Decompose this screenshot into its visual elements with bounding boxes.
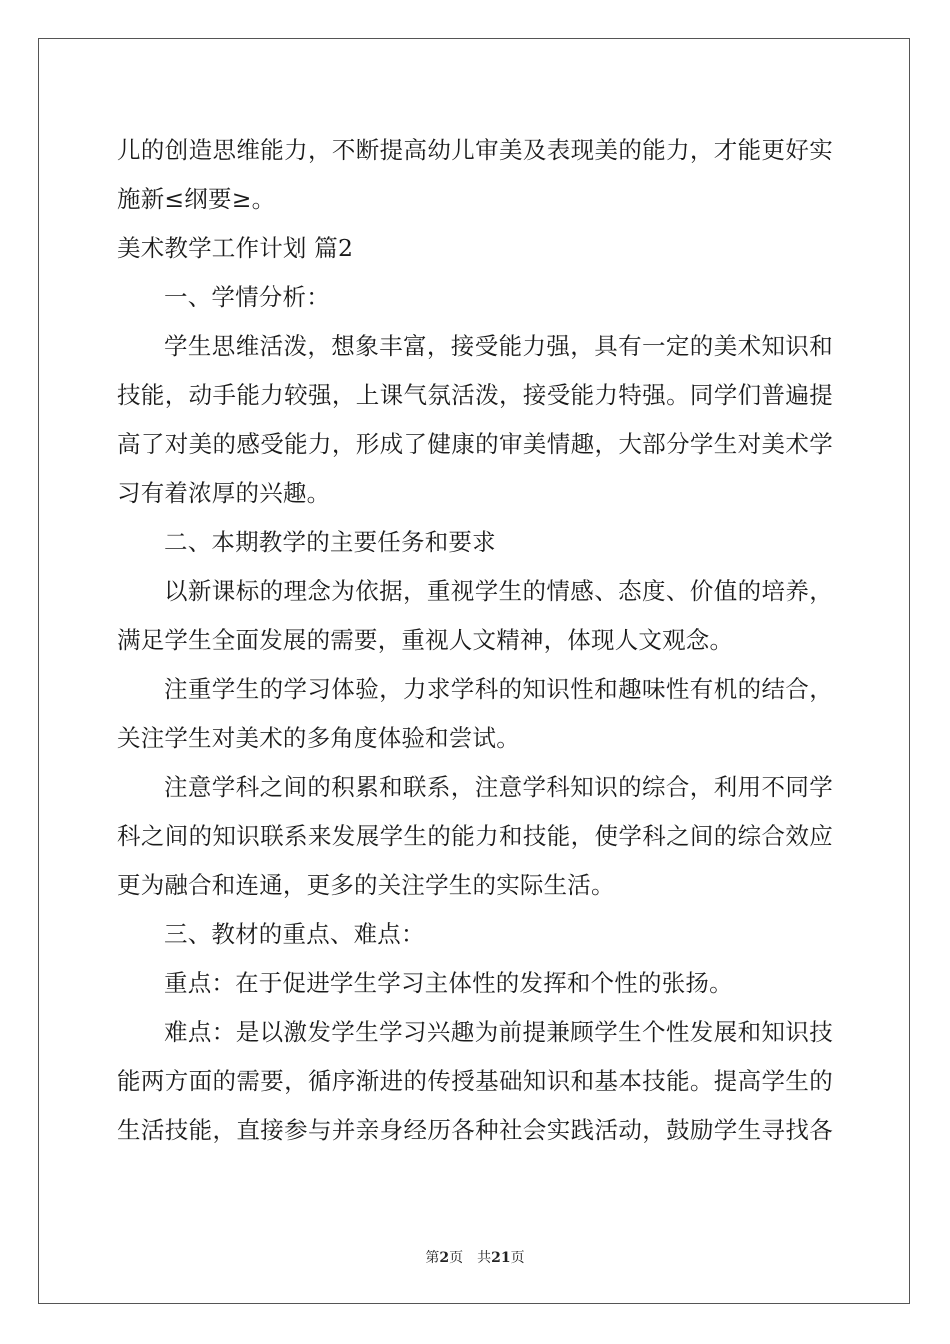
text-line: 学生思维活泼，想象丰富，接受能力强，具有一定的美术知识和	[164, 332, 833, 360]
text-line: 更为融合和连通，更多的关注学生的实际生活。	[117, 871, 615, 899]
text-line: 关注学生对美术的多角度体验和尝试。	[117, 724, 520, 752]
text-line: 高了对美的感受能力，形成了健康的审美情趣，大部分学生对美术学	[117, 430, 833, 458]
text-line: 一、学情分析：	[164, 283, 330, 311]
text-line: 美术教学工作计划 篇2	[117, 234, 354, 262]
text-line: 二、本期教学的主要任务和要求	[164, 528, 496, 556]
text-line: 儿的创造思维能力，不断提高幼儿审美及表现美的能力，才能更好实	[117, 136, 833, 164]
footer-page-number: 2	[439, 1250, 450, 1266]
text-line: 习有着浓厚的兴趣。	[117, 479, 331, 507]
text-line: 难点：是以激发学生学习兴趣为前提兼顾学生个性发展和知识技	[164, 1018, 833, 1046]
text-line: 能两方面的需要，循序渐进的传授基础知识和基本技能。提高学生的	[117, 1067, 833, 1095]
footer-total-pages: 21	[491, 1250, 511, 1266]
text-line: 满足学生全面发展的需要，重视人文精神，体现人文观念。	[117, 626, 734, 654]
footer-prefix: 第	[425, 1250, 440, 1266]
text-line: 三、教材的重点、难点：	[164, 920, 425, 948]
text-line: 重点：在于促进学生学习主体性的发挥和个性的张扬。	[164, 969, 733, 997]
text-line: 注意学科之间的积累和联系，注意学科知识的综合，利用不同学	[164, 773, 833, 801]
text-line: 科之间的知识联系来发展学生的能力和技能，使学科之间的综合效应	[117, 822, 833, 850]
page-footer	[0, 1247, 950, 1267]
text-line: 以新课标的理念为依据，重视学生的情感、态度、价值的培养，	[164, 577, 833, 605]
text-line: 施新≤纲要≥。	[117, 185, 276, 213]
document-body	[117, 126, 833, 1155]
text-line: 生活技能，直接参与并亲身经历各种社会实践活动，鼓励学生寻找各	[117, 1116, 833, 1144]
text-line: 技能，动手能力较强，上课气氛活泼，接受能力特强。同学们普遍提	[117, 381, 833, 409]
footer-mid: 页 共	[449, 1250, 492, 1266]
text-line: 注重学生的学习体验，力求学科的知识性和趣味性有机的结合，	[164, 675, 833, 703]
footer-suffix: 页	[510, 1250, 525, 1266]
